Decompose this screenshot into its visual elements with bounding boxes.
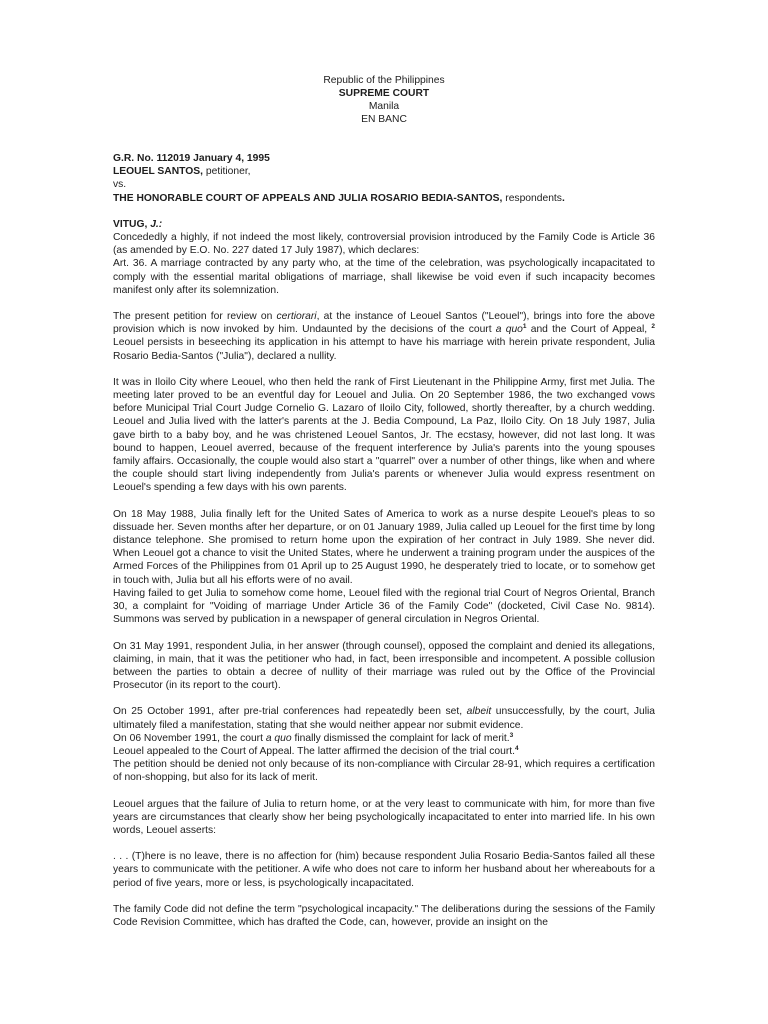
case-caption xyxy=(113,152,655,205)
text-span: Leouel appealed to the Court of Appeal. The latter affirmed the decision of the trial court. xyxy=(113,745,516,757)
text-span: On 25 October 1991, after pre-trial conferences had repeatedly been set, xyxy=(113,706,467,718)
text-span: and the Court of Appeal, xyxy=(526,324,652,336)
italic-term: albeit xyxy=(466,706,492,718)
paragraph-quote: . . . (T)here is no leave, there is no affection for (him) because respondent Julia Rosario Bedia-Santos failed all these years to communicate with the petitioner. A wife who does not care to inform her husband about her whereabouts for a period of five years, more or less, is psychologically incapacitated. xyxy=(113,851,655,889)
italic-term: a quo xyxy=(495,324,523,336)
paragraph-definition: The family Code did not define the term "psychological incapacity." The deliberations during the sessions of the Family Code Revision Committee, which has drafted the Code, can, however, provide an insight on the xyxy=(113,903,655,928)
petitioner-name: LEOUEL SANTOS, xyxy=(113,166,204,178)
paragraph-complaint: Having failed to get Julia to somehow come home, Leouel filed with the regional trial Court of Negros Oriental, Branch 30, a complaint for "Voiding of marriage Under Article 36 of the Family Code" (docketed, Civil Case No. 9814). Summons was served by publication in a newspaper of general circulation in Negros Oriental. xyxy=(113,587,655,626)
paragraph-petition xyxy=(113,310,655,363)
italic-term: certiorari xyxy=(276,311,317,323)
text-span: On 06 November 1991, the court xyxy=(113,732,266,744)
paragraph-manifestation xyxy=(113,705,655,731)
paragraph-facts: It was in Iloilo City where Leouel, who then held the rank of First Lieutenant in the Philippine Army, first met Julia. The meeting later proved to be an eventful day for Leouel and Julia. On 20 September 1986, the two exchanged vows before Municipal Trial Court Judge Cornelio G. Lazaro of Iloilo City, followed, shortly thereafter, by a church wedding. Leouel and Julia lived with the latter's parents at the J. Bedia Compound, La Paz, Iloilo City. On 18 July 1987, Julia gave birth to a baby boy, and he was christened Leouel Santos, Jr. The ecstasy, however, did not last long. It was bound to happen, Leouel averred, because of the frequent interference by Julia's parents into the young spouses family affairs. Occasionally, the couple would also start a "quarrel" over a number of other things, like when and where the couple should start living independently from Julia's parents or whenever Julia would express resentment on Leouel's spending a few days with his own parents. xyxy=(113,376,655,494)
versus: vs. xyxy=(113,179,127,191)
paragraph-departure: On 18 May 1988, Julia finally left for the United Sates of America to work as a nurse despite Leouel's pleas to so dissuade her. Seven months after her departure, or on 01 January 1989, Julia called up Leouel for the first time by long distance telephone. She promised to return home upon the expiration of her contract in July 1989. She never did. When Leouel got a chance to visit the United States, where he underwent a training program under the auspices of the Armed Forces of the Philippines from 01 April up to 25 August 1990, he desperately tried to locate, or to somehow get in touch with, Julia but all his efforts were of no avail. xyxy=(113,508,655,586)
text-span: Leouel persists in beseeching its application in his attempt to have his marriage with herein private respondent, Julia Rosario Bedia-Santos ("Julia"), declared a nullity. xyxy=(113,337,655,362)
header-city: Manila xyxy=(368,101,400,112)
case-number: G.R. No. 112019 January 4, 1995 xyxy=(113,153,270,164)
respondents-line xyxy=(113,192,655,205)
footnote-ref-3[interactable]: 3 xyxy=(509,731,514,739)
paragraph-argument: Leouel argues that the failure of Julia to return home, or at the very least to communicate with him, for more than five years are circumstances that clearly show her being psychologically incapacitated to enter into married life. In his own words, Leouel asserts: xyxy=(113,798,655,836)
respondents-period: . xyxy=(561,192,565,204)
paragraph-intro: Concededly a highly, if not indeed the most likely, controversial provision introduced by the Family Code is Article 36 (as amended by E.O. No. 227 dated 17 July 1987), which declares: xyxy=(113,232,655,257)
court-header xyxy=(113,74,655,126)
petitioner-role: petitioner, xyxy=(203,166,251,178)
text-span: unsuccessfully, by the court, Julia ultimately filed a manifestation, stating that she would neither appear nor submit evidence. xyxy=(113,706,655,731)
footnote-ref-2[interactable]: 2 xyxy=(651,323,655,331)
text-span: finally dismissed the complaint for lack of merit. xyxy=(291,732,510,744)
ponente xyxy=(113,218,655,231)
text-span: The present petition for review on xyxy=(113,311,277,323)
footnote-ref-4[interactable]: 4 xyxy=(515,744,519,752)
header-republic: Republic of the Philippines xyxy=(323,75,445,86)
text-span: , at the instance of Leouel Santos ("Leouel"), brings into fore the above provision which is now invoked by him. Undaunted by the decisions of the court xyxy=(113,311,655,336)
paragraph-appeal xyxy=(113,745,655,758)
ponente-suffix: J.: xyxy=(150,218,163,230)
respondents-names: THE HONORABLE COURT OF APPEALS AND JULIA ROSARIO BEDIA-SANTOS, xyxy=(113,192,503,204)
petitioner-line xyxy=(113,165,655,178)
header-division: EN BANC xyxy=(361,114,407,125)
paragraph-answer: On 31 May 1991, respondent Julia, in her answer (through counsel), opposed the complaint and denied its allegations, claiming, in main, that it was the petitioner who had, in fact, been irresponsible and incompetent. A possible collusion between the parties to obtain a decree of nullity of their marriage was ruled out by the Office of the Provincial Prosecutor (in its report to the court). xyxy=(113,640,655,692)
footnote-ref-1[interactable]: 1 xyxy=(522,323,527,331)
paragraph-denial: The petition should be denied not only because of its non-compliance with Circular 28-91, which requires a certification of non-shopping, but also for its lack of merit. xyxy=(113,759,655,784)
italic-term: a quo xyxy=(265,732,292,744)
paragraph-dismissal xyxy=(113,732,655,745)
respondents-role: respondents xyxy=(502,192,562,204)
document-content xyxy=(113,74,655,942)
paragraph-article-36: Art. 36. A marriage contracted by any party who, at the time of the celebration, was psychologically incapacitated to comply with the essential marital obligations of marriage, shall likewise be void even if such incapacity becomes manifest only after its solemnization. xyxy=(113,258,655,296)
header-court: SUPREME COURT xyxy=(338,88,430,99)
ponente-name: VITUG, xyxy=(113,218,151,230)
